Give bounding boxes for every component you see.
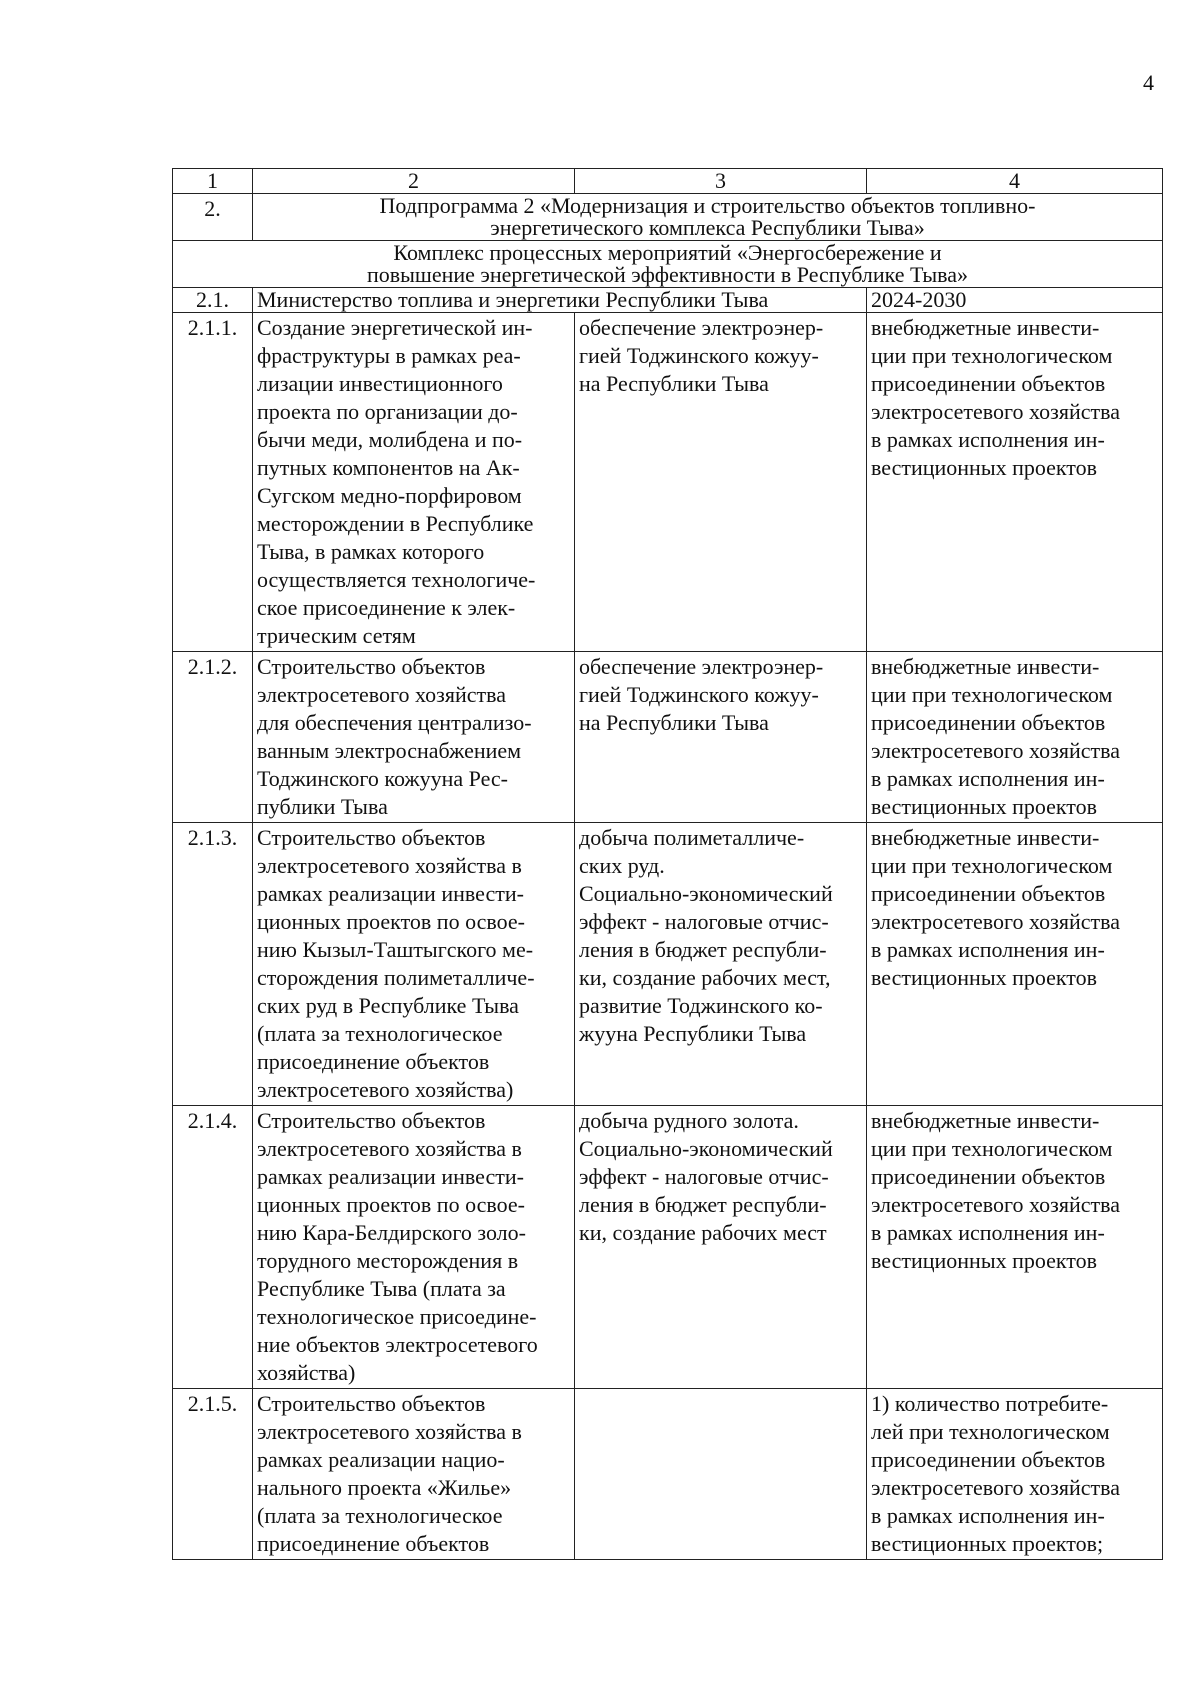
complex-title: Комплекс процессных мероприятий «Энергосбережение и повышение энергетической эффективности в Республике Тыва» — [173, 241, 1163, 288]
table-row — [173, 313, 1163, 652]
table-row — [173, 652, 1163, 823]
program-table — [172, 168, 1163, 1560]
table-row — [173, 1106, 1163, 1389]
ministry-name: Министерство топлива и энергетики Республики Тыва — [253, 288, 867, 313]
column-number: 4 — [867, 169, 1163, 194]
row-description: Строительство объектов электросетевого хозяйства в рамках реализации инвести- ционных проектов по освое- нию Кызыл-Таштыгского ме- сторождения полиметалличе- ских руд в Республике Тыва (плата за технологическое присоединение объектов электросетевого хозяйства) — [253, 823, 575, 1106]
row-indicator: внебюджетные инвести- ции при технологическом присоединении объектов электросетевого хозяйства в рамках исполнения ин- вестиционных проектов — [867, 313, 1163, 652]
row-number: 2.1.4. — [173, 1106, 253, 1389]
row-indicator: внебюджетные инвести- ции при технологическом присоединении объектов электросетевого хозяйства в рамках исполнения ин- вестиционных проектов — [867, 1106, 1163, 1389]
row-effect: добыча полиметалличе- ских руд. Социально-экономический эффект - налоговые отчис- ления в бюджет республи- ки, создание рабочих мест, развитие Тоджинского ко- жууна Республики Тыва — [575, 823, 867, 1106]
subprogram-number: 2. — [173, 194, 253, 241]
row-description: Строительство объектов электросетевого хозяйства для обеспечения централизо- ванным электроснабжением Тоджинского кожууна Рес- публики Тыва — [253, 652, 575, 823]
row-indicator: внебюджетные инвести- ции при технологическом присоединении объектов электросетевого хозяйства в рамках исполнения ин- вестиционных проектов — [867, 823, 1163, 1106]
page-number: 4 — [1143, 70, 1154, 95]
row-effect — [575, 1389, 867, 1560]
row-number: 2.1.5. — [173, 1389, 253, 1560]
row-number: 2.1.1. — [173, 313, 253, 652]
complex-row — [173, 241, 1163, 288]
table-row — [173, 823, 1163, 1106]
row-indicator: внебюджетные инвести- ции при технологическом присоединении объектов электросетевого хозяйства в рамках исполнения ин- вестиционных проектов — [867, 652, 1163, 823]
row-indicator: 1) количество потребите- лей при технологическом присоединении объектов электросетевого хозяйства в рамках исполнения ин- вестиционных проектов; — [867, 1389, 1163, 1560]
row-effect: добыча рудного золота. Социально-экономический эффект - налоговые отчис- ления в бюджет республи- ки, создание рабочих мест — [575, 1106, 867, 1389]
column-number-row — [173, 169, 1163, 194]
column-number: 2 — [253, 169, 575, 194]
column-number: 3 — [575, 169, 867, 194]
row-number: 2.1.2. — [173, 652, 253, 823]
ministry-number: 2.1. — [173, 288, 253, 313]
row-description: Строительство объектов электросетевого хозяйства в рамках реализации нацио- нального проекта «Жилье» (плата за технологическое присоединение объектов — [253, 1389, 575, 1560]
ministry-period: 2024-2030 — [867, 288, 1163, 313]
column-number: 1 — [173, 169, 253, 194]
table-row — [173, 1389, 1163, 1560]
row-number: 2.1.3. — [173, 823, 253, 1106]
subprogram-row — [173, 194, 1163, 241]
row-description: Создание энергетической ин- фраструктуры в рамках реа- лизации инвестиционного проекта по организации до- бычи меди, молибдена и по- путных компонентов на Ак- Сугском медно-порфировом месторождении в Республике Тыва, в рамках которого осуществляется технологиче- ское присоединение к элек- трическим сетям — [253, 313, 575, 652]
row-effect: обеспечение электроэнер- гией Тоджинского кожуу- на Республики Тыва — [575, 652, 867, 823]
subprogram-title: Подпрограмма 2 «Модернизация и строительство объектов топливно- энергетического комплекса Республики Тыва» — [253, 194, 1163, 241]
row-description: Строительство объектов электросетевого хозяйства в рамках реализации инвести- ционных проектов по освое- нию Кара-Белдирского золо- торудного месторождения в Республике Тыва (плата за технологическое присоедине- ние объектов электросетевого хозяйства) — [253, 1106, 575, 1389]
row-effect: обеспечение электроэнер- гией Тоджинского кожуу- на Республики Тыва — [575, 313, 867, 652]
ministry-row — [173, 288, 1163, 313]
